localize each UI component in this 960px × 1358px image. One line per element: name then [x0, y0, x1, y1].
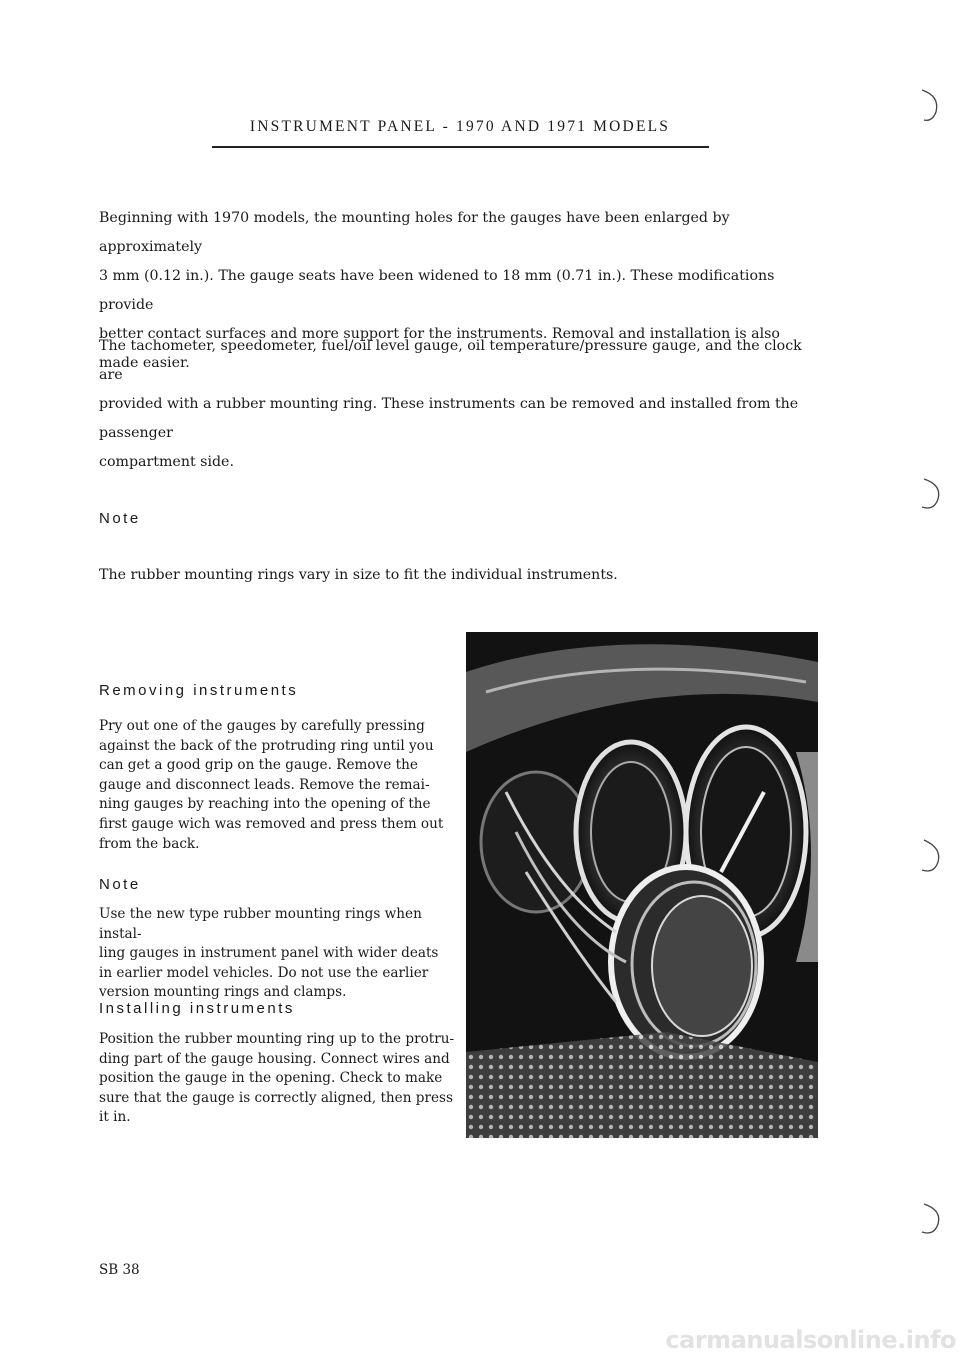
removing-line: Pry out one of the gauges by carefully pressing [99, 718, 425, 734]
intro-line-3: better contact surfaces and more support for the instruments. Removal and installation is also made easier. [99, 326, 780, 371]
removing-line: against the back of the protruding ring until you [99, 737, 434, 754]
installing-line: position the gauge in the opening. Check to make [99, 1070, 443, 1087]
note2-line: version mounting rings and clamps. [99, 984, 347, 1001]
intro-line-2: 3 mm (0.12 in.). The gauge seats have been widened to 18 mm (0.71 in.). These modifications provide [99, 268, 775, 313]
instrument-panel-illustration [466, 632, 818, 1138]
installing-heading: Installing instruments [99, 1000, 295, 1017]
punch-hole-icon [918, 475, 944, 513]
instrument-panel-photo [466, 632, 818, 1138]
installing-line: sure that the gauge is correctly aligned, then press [99, 1089, 454, 1106]
note-text: The rubber mounting rings vary in size to fit the individual instruments. [99, 567, 618, 583]
instruments-line-1: The tachometer, speedometer, fuel/oil level gauge, oil temperature/pressure gauge, and the clock are [99, 338, 802, 383]
removing-text [99, 717, 459, 854]
punch-hole-icon [918, 1200, 944, 1238]
note2-heading: Note [99, 876, 141, 893]
watermark-logo: carmanualsonline.info [665, 1326, 956, 1354]
instruments-line-2: provided with a rubber mounting ring. These instruments can be removed and installed from the passenger [99, 396, 799, 441]
punch-hole-icon [918, 86, 944, 124]
header-rule [212, 146, 709, 148]
installing-line: Position the rubber mounting ring up to the protru- [99, 1031, 455, 1047]
instruments-paragraph [99, 332, 819, 477]
note2-line: in earlier model vehicles. Do not use the earlier [99, 964, 429, 981]
punch-hole-icon [918, 838, 944, 876]
note2-text [99, 905, 459, 1003]
removing-heading: Removing instruments [99, 682, 299, 699]
removing-line: gauge and disconnect leads. Remove the remai- [99, 776, 430, 793]
page-header-title: INSTRUMENT PANEL - 1970 AND 1971 MODELS [249, 118, 671, 135]
removing-line: can get a good grip on the gauge. Remove the [99, 757, 418, 774]
installing-text [99, 1030, 459, 1128]
removing-line: from the back. [99, 835, 200, 852]
removing-line: ning gauges by reaching into the opening of the [99, 796, 431, 813]
note2-line: ling gauges in instrument panel with wider deats [99, 945, 439, 962]
installing-line: it in. [99, 1109, 131, 1126]
intro-line-1: Beginning with 1970 models, the mounting holes for the gauges have been enlarged by approximately [99, 210, 730, 255]
note2-line: Use the new type rubber mounting rings when instal- [99, 906, 422, 942]
removing-line: first gauge wich was removed and press them out [99, 815, 444, 832]
note-heading: Note [99, 510, 141, 527]
instruments-line-3: compartment side. [99, 454, 234, 470]
page-code: SB 38 [99, 1262, 140, 1278]
installing-line: ding part of the gauge housing. Connect wires and [99, 1050, 450, 1067]
